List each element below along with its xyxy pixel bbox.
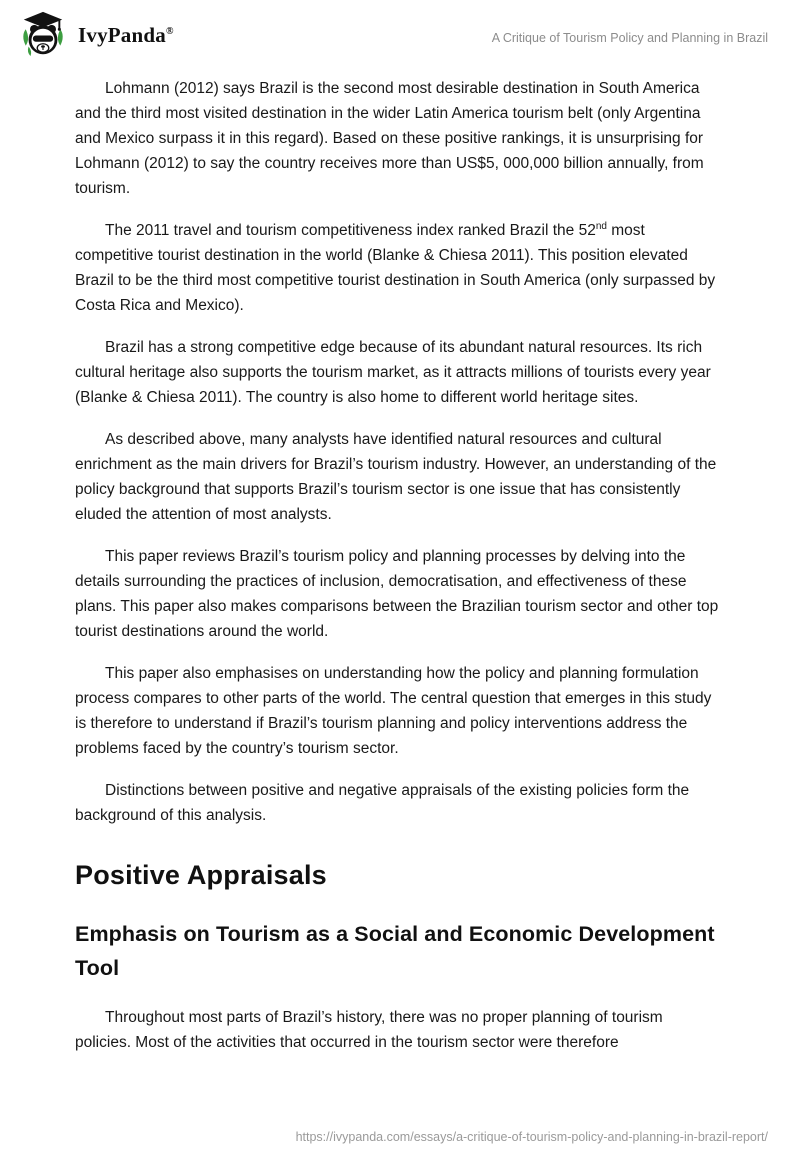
- ordinal-superscript: nd: [595, 220, 607, 232]
- paragraph-1: Lohmann (2012) says Brazil is the second most desirable destination in South America and the third most visited destination in the wider Latin America tourism belt (only Argentina and Mexico surpass it in this regard). Based on these positive rankings, it is unsurprising for Lohmann (2012) to say the country receives more than US$5, 000,000 billion annually, from tourism.: [75, 80, 704, 197]
- document-body: [0, 62, 800, 1055]
- brand[interactable]: [18, 10, 174, 60]
- page-footer: [296, 1130, 768, 1144]
- page-header: [0, 0, 800, 62]
- section-heading-positive-appraisals: Positive Appraisals: [75, 860, 327, 890]
- subsection-heading-emphasis: Emphasis on Tourism as a Social and Economic Development Tool: [75, 922, 715, 980]
- paragraph-2-text: The 2011 travel and tourism competitiveness index ranked Brazil the 52: [105, 222, 596, 239]
- paragraph-4: As described above, many analysts have identified natural resources and cultural enrichment as the main drivers for Brazil’s tourism industry. However, an understanding of the policy background that supports Brazil’s tourism sector is one issue that has consistently eluded the attention of most analysts.: [75, 431, 717, 523]
- brand-name: [78, 23, 174, 48]
- paragraph-8: Throughout most parts of Brazil’s history, there was no proper planning of tourism policies. Most of the activities that occurred in the tourism sector were therefore: [75, 1009, 663, 1051]
- paragraph-2: [75, 218, 722, 318]
- paragraph-6: This paper also emphasises on understanding how the policy and planning formulation process compares to other parts of the world. The central question that emerges in this study is therefore to understand if Brazil’s tourism planning and policy interventions address the problems faced by the country’s tourism sector.: [75, 665, 712, 757]
- document-title: A Critique of Tourism Policy and Planning in Brazil: [491, 31, 768, 45]
- source-url-link[interactable]: https://ivypanda.com/essays/a-critique-of-tourism-policy-and-planning-in-brazil-report/: [295, 1130, 768, 1144]
- paragraph-7: Distinctions between positive and negative appraisals of the existing policies form the background of this analysis.: [75, 782, 690, 824]
- paragraph-3: Brazil has a strong competitive edge because of its abundant natural resources. Its rich cultural heritage also supports the tourism market, as it attracts millions of tourists every year (Blanke & Chiesa 2011). The country is also home to different world heritage sites.: [75, 339, 711, 406]
- paragraph-2-text-cont: most competitive tourist destination in the world (Blanke & Chiesa 2011). This position elevated Brazil to be the third most competitive tourist destination in South America (only surpassed by Costa Rica and Mexico).: [75, 222, 716, 314]
- paragraph-5: This paper reviews Brazil’s tourism policy and planning processes by delving into the details surrounding the practices of inclusion, democratisation, and effectiveness of these plans. This paper also makes comparisons between the Brazilian tourism sector and other top tourist destinations around the world.: [75, 548, 719, 640]
- registered-mark: ®: [165, 25, 174, 37]
- brand-text: IvyPanda: [78, 22, 166, 47]
- ivypanda-logo-icon: [18, 10, 68, 60]
